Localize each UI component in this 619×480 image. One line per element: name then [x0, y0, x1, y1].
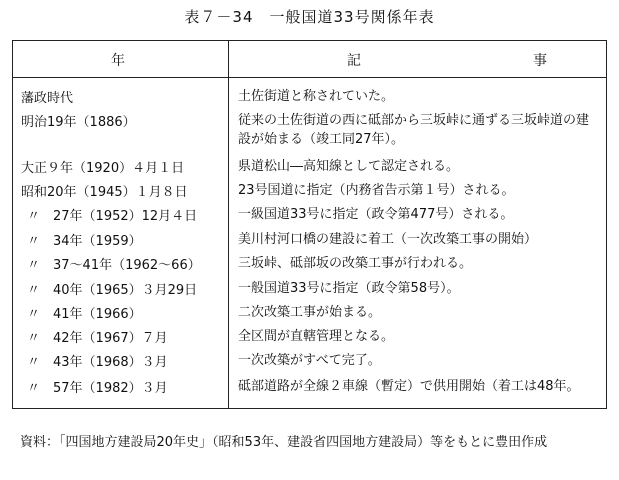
row-year: 〃 40年（1965）３月29日 — [27, 283, 198, 298]
row-event: 二次改築工事が始まる。 — [238, 305, 382, 320]
row-event: 全区間が直轄管理となる。 — [238, 329, 395, 344]
header-divider — [13, 77, 606, 78]
row-event: 23号国道に指定（内務省告示第１号）される。 — [238, 183, 515, 198]
row-event: 三坂峠、砥部坂の改築工事が行われる。 — [238, 256, 473, 271]
row-event: 美川村河口橋の建設に着工（一次改築工事の開始） — [238, 232, 538, 247]
row-event: 県道松山―高知線として認定される。 — [238, 159, 460, 174]
row-year: 昭和20年（1945）１月８日 — [21, 185, 188, 200]
row-year: 〃 34年（1959） — [27, 234, 142, 249]
row-event: 砥部道路が全線２車線（暫定）で供用開始（着工は48年。 — [238, 379, 580, 394]
row-event: 一般国道33号に指定（政令第58号）。 — [238, 281, 460, 296]
row-year: 明治19年（1886） — [21, 115, 136, 130]
row-event: 一次改築がすべて完了。 — [238, 353, 381, 368]
header-ki: 記 — [347, 53, 361, 69]
header-ji: 事 — [533, 53, 547, 69]
page-title: 表７－34 一般国道33号関係年表 — [184, 8, 435, 26]
row-year: 〃 42年（1967）７月 — [27, 331, 168, 346]
row-year: 藩政時代 — [21, 91, 74, 106]
row-event: 一級国道33号に指定（政令第477号）される。 — [238, 207, 514, 222]
header-year: 年 — [111, 53, 125, 69]
row-year: 〃 57年（1982）３月 — [27, 381, 168, 396]
row-year: 〃 41年（1966） — [27, 307, 142, 322]
row-year: 〃 37～41年（1962～66） — [27, 258, 201, 273]
chronology-table — [12, 40, 607, 409]
row-year: 〃 43年（1968）３月 — [27, 355, 168, 370]
row-year: 〃 27年（1952）12月４日 — [27, 209, 198, 224]
row-event: 従来の土佐街道の西に砥部から三坂峠に通ずる三坂峠道の建設が始まる（竣工同27年）。 — [238, 113, 590, 147]
row-event: 土佐街道と称されていた。 — [238, 89, 395, 104]
row-year: 大正９年（1920）４月１日 — [21, 161, 185, 176]
source-note: 資料：「四国地方建設局20年史」（昭和53年、建設省四国地方建設局）等をもとに豊田作成 — [20, 435, 548, 450]
